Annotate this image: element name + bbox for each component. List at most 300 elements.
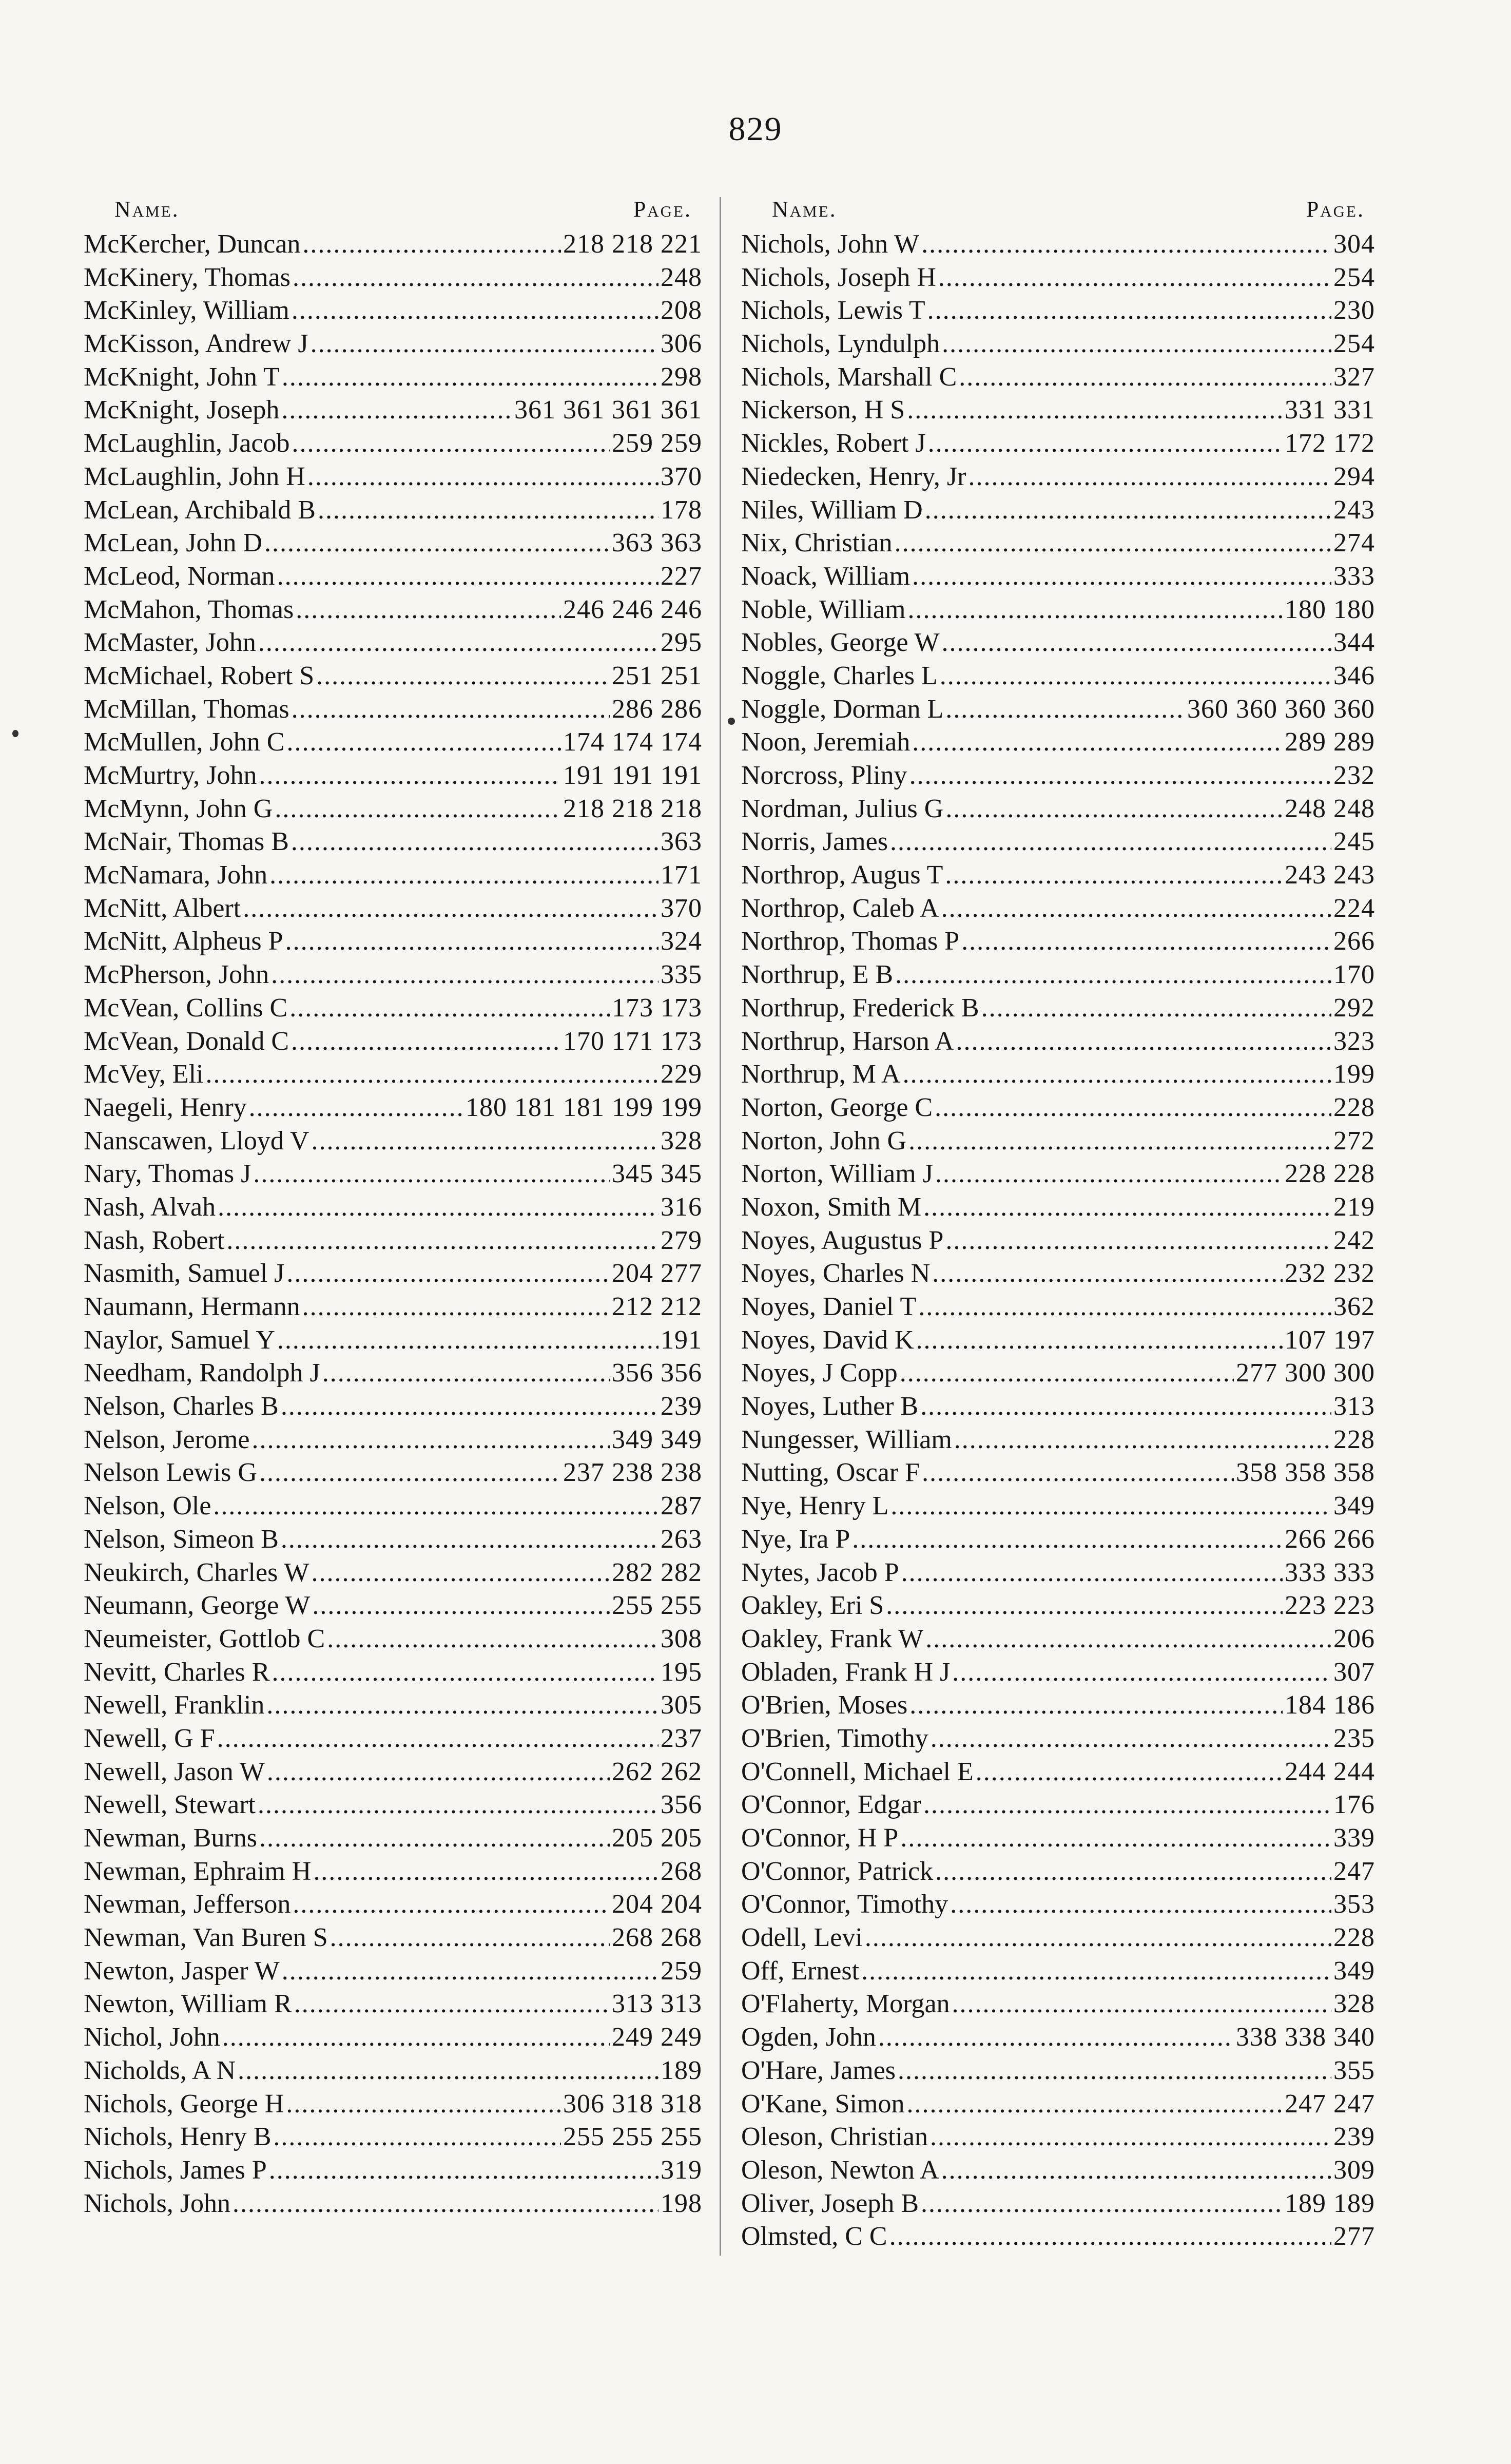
entry-name: McNamara, John xyxy=(84,860,268,890)
dot-leader xyxy=(217,1722,658,1756)
index-entry xyxy=(741,427,1375,460)
entry-pages: 205 205 xyxy=(612,1823,702,1853)
dot-leader xyxy=(909,759,1331,793)
dot-leader xyxy=(294,1988,610,2021)
index-entry xyxy=(741,1456,1375,1490)
dot-leader xyxy=(285,925,658,958)
index-entry xyxy=(741,527,1375,560)
entry-name: Obladen, Frank H J xyxy=(741,1657,951,1687)
dot-leader xyxy=(233,2187,658,2221)
entry-name: Newell, G F xyxy=(84,1723,215,1753)
entry-name: Newman, Ephraim H xyxy=(84,1856,312,1886)
dot-leader xyxy=(281,1390,658,1423)
dot-leader xyxy=(311,1556,610,1590)
index-entry xyxy=(741,1888,1375,1921)
dot-leader xyxy=(307,460,658,494)
dot-leader xyxy=(330,1921,610,1955)
entry-name: McLean, Archibald B xyxy=(84,495,316,525)
header-page: Page. xyxy=(633,197,692,222)
entry-pages: 228 xyxy=(1333,1923,1375,1953)
dot-leader xyxy=(945,859,1283,892)
dot-leader xyxy=(273,2121,561,2154)
index-entry xyxy=(741,2187,1375,2221)
index-entry xyxy=(84,1788,702,1822)
index-entry xyxy=(84,1988,702,2021)
index-entry xyxy=(84,1722,702,1756)
dot-leader xyxy=(327,1623,658,1656)
entry-pages: 316 xyxy=(661,1192,702,1222)
dot-leader xyxy=(945,693,1185,726)
index-entry xyxy=(741,1589,1375,1623)
dot-leader xyxy=(322,1357,610,1390)
entry-pages: 245 xyxy=(1333,827,1375,857)
entry-pages: 324 xyxy=(661,927,702,956)
index-entry xyxy=(84,1357,702,1390)
entry-pages: 204 204 xyxy=(612,1890,702,1919)
index-entry xyxy=(741,394,1375,427)
entry-pages: 304 xyxy=(1333,229,1375,259)
dot-leader xyxy=(931,1722,1331,1756)
entry-name: Northrup, Harson A xyxy=(741,1026,954,1056)
entry-pages: 191 191 191 xyxy=(563,761,702,790)
entry-name: Noyes, Augustus P xyxy=(741,1225,944,1255)
entry-name: Noyes, David K xyxy=(741,1325,914,1355)
index-entry xyxy=(741,925,1375,958)
entry-pages: 339 xyxy=(1333,1823,1375,1853)
entry-pages: 294 xyxy=(1333,461,1375,491)
dot-leader xyxy=(900,1357,1234,1390)
dot-leader xyxy=(942,626,1331,660)
dot-leader xyxy=(296,593,561,627)
dot-leader xyxy=(243,892,658,926)
dot-leader xyxy=(920,1390,1331,1423)
entry-name: Neumann, George W xyxy=(84,1591,311,1621)
entry-pages: 191 xyxy=(661,1325,702,1355)
index-entry xyxy=(84,427,702,460)
entry-pages: 237 xyxy=(661,1723,702,1753)
entry-name: Nichols, Henry B xyxy=(84,2122,272,2152)
index-entry xyxy=(84,1888,702,1921)
entry-name: McMurtry, John xyxy=(84,761,257,790)
dot-leader xyxy=(259,1822,610,1855)
dot-leader xyxy=(945,1224,1331,1258)
index-entry xyxy=(741,1357,1375,1390)
entry-pages: 268 268 xyxy=(612,1923,702,1953)
entry-name: Naylor, Samuel Y xyxy=(84,1325,275,1355)
index-entry xyxy=(84,228,702,261)
entry-name: McVean, Collins C xyxy=(84,993,288,1023)
entry-pages: 370 xyxy=(661,893,702,923)
entry-name: McLaughlin, John H xyxy=(84,461,305,491)
entry-name: Nichols, Joseph H xyxy=(741,262,936,292)
entry-name: McMahon, Thomas xyxy=(84,594,294,624)
dot-leader xyxy=(269,859,658,892)
index-entry xyxy=(741,1324,1375,1357)
entry-list xyxy=(741,228,1375,2254)
index-entry xyxy=(84,2088,702,2121)
entry-pages: 345 345 xyxy=(612,1159,702,1189)
entry-pages: 170 171 173 xyxy=(563,1026,702,1056)
entry-pages: 242 xyxy=(1333,1225,1375,1255)
dot-leader xyxy=(852,1523,1283,1556)
entry-pages: 362 xyxy=(1333,1292,1375,1321)
index-entry xyxy=(84,759,702,793)
entry-name: Nelson, Charles B xyxy=(84,1392,279,1421)
dot-leader xyxy=(293,261,658,295)
dot-leader xyxy=(878,2021,1234,2054)
entry-name: Noxon, Smith M xyxy=(741,1192,922,1222)
entry-name: Northrop, Caleb A xyxy=(741,893,939,923)
dot-leader xyxy=(222,2021,610,2054)
index-entry xyxy=(84,1689,702,1722)
entry-pages: 176 xyxy=(1333,1790,1375,1820)
dot-leader xyxy=(935,1158,1283,1191)
dot-leader xyxy=(226,1224,658,1258)
entry-name: Nicholds, A N xyxy=(84,2055,236,2085)
column-header xyxy=(741,191,1375,228)
index-entry xyxy=(84,1855,702,1889)
entry-pages: 349 xyxy=(1333,1956,1375,1986)
entry-pages: 328 xyxy=(661,1126,702,1156)
entry-name: McMichael, Robert S xyxy=(84,661,315,690)
dot-leader xyxy=(961,925,1331,958)
entry-pages: 248 xyxy=(661,262,702,292)
entry-name: Ogden, John xyxy=(741,2023,876,2052)
dot-leader xyxy=(277,560,658,593)
dot-leader xyxy=(269,2154,658,2187)
entry-pages: 306 xyxy=(661,329,702,359)
dot-leader xyxy=(277,1324,658,1357)
index-entry xyxy=(741,892,1375,926)
entry-pages: 198 xyxy=(661,2188,702,2218)
entry-name: Northrop, Augus T xyxy=(741,860,943,890)
entry-name: O'Connell, Michael E xyxy=(741,1757,974,1786)
dot-leader xyxy=(903,1058,1331,1091)
entry-pages: 189 xyxy=(661,2055,702,2085)
dot-leader xyxy=(938,261,1331,295)
entry-name: Naegeli, Henry xyxy=(84,1092,247,1122)
entry-pages: 323 xyxy=(1333,1026,1375,1056)
entry-name: Nash, Alvah xyxy=(84,1192,216,1222)
entry-name: Nytes, Jacob P xyxy=(741,1557,899,1587)
entry-pages: 307 xyxy=(1333,1657,1375,1687)
index-entry xyxy=(741,1955,1375,1988)
entry-name: McNair, Thomas B xyxy=(84,827,289,857)
dot-leader xyxy=(266,1689,658,1722)
index-entry xyxy=(84,992,702,1025)
entry-pages: 206 xyxy=(1333,1624,1375,1653)
index-entry xyxy=(84,394,702,427)
header-name: Name. xyxy=(772,197,837,222)
dot-leader xyxy=(259,1456,561,1490)
entry-name: Nye, Henry L xyxy=(741,1491,889,1521)
dot-leader xyxy=(954,1423,1331,1457)
dot-leader xyxy=(318,494,658,527)
entry-name: Noggle, Dorman L xyxy=(741,694,944,724)
entry-name: Oleson, Christian xyxy=(741,2122,928,2152)
dot-leader xyxy=(909,1689,1283,1722)
entry-name: McVey, Eli xyxy=(84,1060,204,1089)
index-entry xyxy=(741,560,1375,593)
entry-pages: 172 172 xyxy=(1285,429,1375,458)
index-entry xyxy=(741,2088,1375,2121)
dot-leader xyxy=(981,992,1331,1025)
entry-name: Newell, Jason W xyxy=(84,1757,265,1786)
index-entry xyxy=(741,1988,1375,2021)
index-entry xyxy=(84,693,702,726)
dot-leader xyxy=(264,527,610,560)
dot-leader xyxy=(286,726,561,759)
index-entry xyxy=(84,2154,702,2187)
index-entry xyxy=(741,1058,1375,1091)
index-entry xyxy=(84,560,702,593)
right-column xyxy=(741,191,1375,2254)
entry-name: Noack, William xyxy=(741,561,911,591)
entry-name: Nary, Thomas J xyxy=(84,1159,251,1189)
index-entry xyxy=(84,1191,702,1224)
dot-leader xyxy=(898,2054,1331,2088)
entry-name: Nutting, Oscar F xyxy=(741,1458,920,1488)
entry-pages: 195 xyxy=(661,1657,702,1687)
entry-pages: 171 xyxy=(661,860,702,890)
entry-name: McPherson, John xyxy=(84,960,269,990)
dot-leader xyxy=(945,793,1283,826)
entry-pages: 363 363 xyxy=(612,528,702,558)
left-column xyxy=(84,191,702,2220)
entry-pages: 227 xyxy=(661,561,702,591)
index-entry xyxy=(741,494,1375,527)
entry-name: McNitt, Alpheus P xyxy=(84,927,283,956)
entry-name: Nichol, John xyxy=(84,2023,220,2052)
entry-pages: 247 247 xyxy=(1285,2089,1375,2119)
dot-leader xyxy=(258,1788,658,1822)
entry-pages: 360 360 360 360 xyxy=(1187,694,1375,724)
entry-pages: 212 212 xyxy=(612,1292,702,1321)
entry-name: Northrup, E B xyxy=(741,960,894,990)
entry-pages: 361 361 361 361 xyxy=(514,395,702,425)
entry-pages: 232 232 xyxy=(1285,1259,1375,1288)
entry-name: O'Connor, H P xyxy=(741,1823,899,1853)
entry-name: Norton, John G xyxy=(741,1126,907,1156)
entry-pages: 178 xyxy=(661,495,702,525)
entry-pages: 305 xyxy=(661,1690,702,1720)
entry-name: Oliver, Joseph B xyxy=(741,2188,919,2218)
dot-leader xyxy=(275,793,561,826)
entry-pages: 349 349 xyxy=(612,1424,702,1454)
page-number: 829 xyxy=(728,110,783,148)
entry-name: Norton, George C xyxy=(741,1092,933,1122)
index-entry xyxy=(84,1623,702,1656)
index-entry xyxy=(741,2220,1375,2254)
entry-name: McLeod, Norman xyxy=(84,561,275,591)
entry-name: Northrup, M A xyxy=(741,1060,901,1089)
dot-leader xyxy=(935,1855,1331,1889)
entry-pages: 277 300 300 xyxy=(1236,1358,1375,1388)
entry-pages: 237 238 238 xyxy=(563,1458,702,1488)
index-entry xyxy=(84,925,702,958)
entry-pages: 180 181 181 199 199 xyxy=(466,1092,702,1122)
entry-pages: 218 218 218 xyxy=(563,794,702,823)
entry-name: Neumeister, Gottlob C xyxy=(84,1624,325,1653)
dot-leader xyxy=(253,1158,610,1191)
dot-leader xyxy=(959,361,1331,394)
entry-name: Nichols, Lyndulph xyxy=(741,329,940,359)
dot-leader xyxy=(861,1955,1331,1988)
dot-leader xyxy=(907,394,1283,427)
index-entry xyxy=(84,1656,702,1689)
index-entry xyxy=(84,1257,702,1291)
entry-name: O'Connor, Timothy xyxy=(741,1890,948,1919)
dot-leader xyxy=(907,593,1283,627)
entry-pages: 356 356 xyxy=(612,1358,702,1388)
index-entry xyxy=(84,527,702,560)
entry-pages: 266 xyxy=(1333,927,1375,956)
entry-name: Newman, Jefferson xyxy=(84,1890,291,1919)
dot-leader xyxy=(900,1822,1331,1855)
index-entry xyxy=(741,1921,1375,1955)
dot-leader xyxy=(291,825,658,859)
index-entry xyxy=(84,1125,702,1158)
entry-name: McMynn, John G xyxy=(84,794,273,823)
entry-pages: 333 333 xyxy=(1285,1557,1375,1587)
entry-name: McLean, John D xyxy=(84,528,263,558)
entry-pages: 289 289 xyxy=(1285,727,1375,757)
index-entry xyxy=(741,460,1375,494)
dot-leader xyxy=(293,1888,610,1921)
entry-pages: 184 186 xyxy=(1285,1690,1375,1720)
dot-leader xyxy=(302,228,561,261)
index-entry xyxy=(84,494,702,527)
entry-name: McMaster, John xyxy=(84,628,256,658)
entry-name: Nelson, Ole xyxy=(84,1491,211,1521)
entry-name: McNitt, Albert xyxy=(84,893,241,923)
index-entry xyxy=(84,294,702,328)
entry-pages: 335 xyxy=(661,960,702,990)
entry-pages: 244 244 xyxy=(1285,1757,1375,1786)
entry-pages: 219 xyxy=(1333,1192,1375,1222)
entry-name: Nobles, George W xyxy=(741,628,940,658)
index-entry xyxy=(84,2121,702,2154)
entry-pages: 333 xyxy=(1333,561,1375,591)
entry-name: Nanscawen, Lloyd V xyxy=(84,1126,309,1156)
dot-leader xyxy=(921,2187,1283,2221)
index-entry xyxy=(741,1788,1375,1822)
index-entry xyxy=(84,1025,702,1058)
dot-leader xyxy=(925,494,1331,527)
entry-pages: 173 173 xyxy=(612,993,702,1023)
entry-pages: 363 xyxy=(661,827,702,857)
entry-pages: 358 358 358 xyxy=(1236,1458,1375,1488)
index-entry xyxy=(741,1224,1375,1258)
entry-name: McKinery, Thomas xyxy=(84,262,290,292)
entry-pages: 346 xyxy=(1333,661,1375,690)
entry-pages: 282 282 xyxy=(612,1557,702,1587)
index-entry xyxy=(84,1291,702,1324)
index-entry xyxy=(741,361,1375,394)
dot-leader xyxy=(259,759,561,793)
entry-pages: 243 243 xyxy=(1285,860,1375,890)
index-entry xyxy=(84,1490,702,1523)
dot-leader xyxy=(916,1324,1283,1357)
entry-name: Nelson Lewis G xyxy=(84,1458,257,1488)
index-entry xyxy=(741,958,1375,992)
index-entry xyxy=(741,1523,1375,1556)
entry-name: Nickerson, H S xyxy=(741,395,905,425)
index-entry xyxy=(741,726,1375,759)
dot-leader xyxy=(291,1025,561,1058)
dot-leader xyxy=(311,328,658,361)
entry-pages: 338 338 340 xyxy=(1236,2023,1375,2052)
entry-pages: 247 xyxy=(1333,1856,1375,1886)
dot-leader xyxy=(968,460,1331,494)
index-entry xyxy=(84,2021,702,2054)
index-entry xyxy=(741,328,1375,361)
entry-name: O'Connor, Edgar xyxy=(741,1790,921,1820)
entry-name: Newman, Burns xyxy=(84,1823,257,1853)
index-entry xyxy=(741,1291,1375,1324)
index-entry xyxy=(741,1158,1375,1191)
entry-name: Needham, Randolph J xyxy=(84,1358,320,1388)
index-entry xyxy=(741,1423,1375,1457)
index-entry xyxy=(84,660,702,693)
dot-leader xyxy=(890,1490,1331,1523)
entry-pages: 370 xyxy=(661,461,702,491)
entry-name: Nickles, Robert J xyxy=(741,429,926,458)
dot-leader xyxy=(286,2088,561,2121)
dot-leader xyxy=(249,1091,463,1125)
entry-pages: 356 xyxy=(661,1790,702,1820)
entry-pages: 279 xyxy=(661,1225,702,1255)
entry-pages: 254 xyxy=(1333,329,1375,359)
dot-leader xyxy=(890,825,1331,859)
index-entry xyxy=(84,1921,702,1955)
dot-leader xyxy=(313,1855,658,1889)
index-entry xyxy=(741,1556,1375,1590)
dot-leader xyxy=(218,1191,658,1224)
index-entry xyxy=(741,693,1375,726)
entry-pages: 246 246 246 xyxy=(563,594,702,624)
ink-mark xyxy=(728,718,735,725)
entry-pages: 268 xyxy=(661,1856,702,1886)
dot-leader xyxy=(928,427,1283,460)
entry-pages: 349 xyxy=(1333,1491,1375,1521)
index-entry xyxy=(741,2054,1375,2088)
dot-leader xyxy=(930,2121,1331,2154)
entry-pages: 239 xyxy=(1333,2122,1375,2152)
entry-name: Noyes, Luther B xyxy=(741,1392,919,1421)
header-name: Name. xyxy=(114,197,180,222)
entry-pages: 189 189 xyxy=(1285,2188,1375,2218)
entry-name: Nichols, George H xyxy=(84,2089,284,2119)
dot-leader xyxy=(922,1456,1234,1490)
entry-pages: 344 xyxy=(1333,628,1375,658)
entry-pages: 243 xyxy=(1333,495,1375,525)
entry-pages: 287 xyxy=(661,1491,702,1521)
index-entry xyxy=(84,1423,702,1457)
index-entry xyxy=(84,892,702,926)
entry-name: Nichols, Lewis T xyxy=(741,296,925,325)
index-entry xyxy=(741,1191,1375,1224)
index-entry xyxy=(741,1091,1375,1125)
dot-leader xyxy=(213,1490,658,1523)
entry-name: Noon, Jeremiah xyxy=(741,727,911,757)
index-entry xyxy=(741,593,1375,627)
dot-leader xyxy=(281,394,512,427)
entry-name: Naumann, Hermann xyxy=(84,1292,300,1321)
dot-leader xyxy=(205,1058,658,1091)
dot-leader xyxy=(912,560,1331,593)
dot-leader xyxy=(921,228,1331,261)
